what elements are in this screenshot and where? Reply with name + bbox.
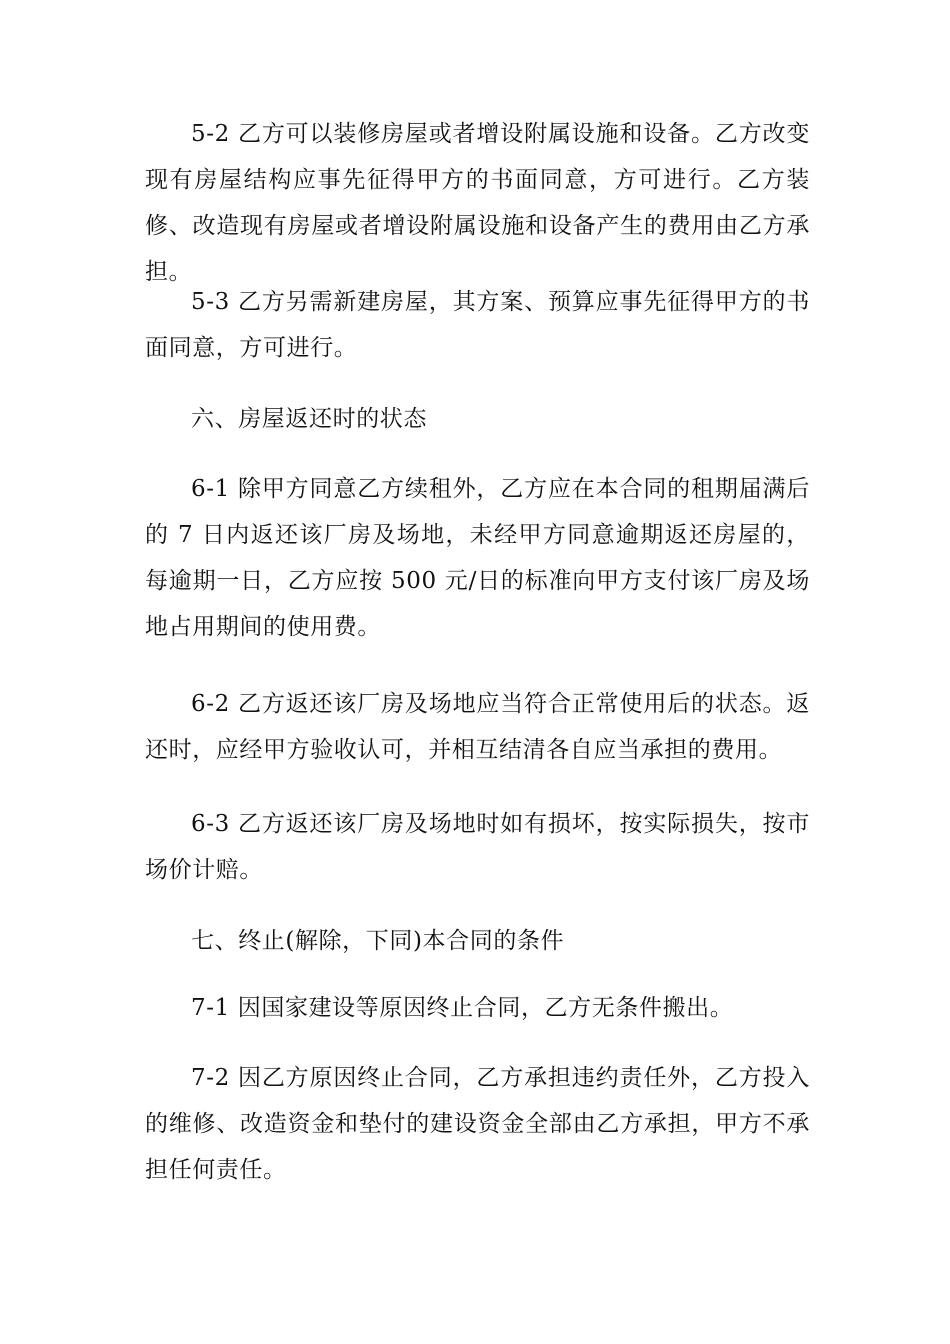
clause-7-1: 7-1 因国家建设等原因终止合同，乙方无条件搬出。 [191, 995, 734, 1021]
clause-6-2: 6-2 乙方返还该厂房及场地应当符合正常使用后的状态。返还时，应经甲方验收认可，并相互结清各自应当承担的费用。 [145, 691, 810, 763]
clause-6-1: 6-1 除甲方同意乙方续租外，乙方应在本合同的租期届满后的 7 日内返还该厂房及场地，未经甲方同意逾期返还房屋的，每逾期一日，乙方应按 500 元/日的标准向甲方支付该厂房及场地占用期间的使用费。 [145, 476, 810, 640]
clause-5-2: 5-2 乙方可以装修房屋或者增设附属设施和设备。乙方改变现有房屋结构应事先征得甲方的书面同意，方可进行。乙方装修、改造现有房屋或者增设附属设施和设备产生的费用由乙方承担。 [145, 121, 810, 285]
section-heading-6: 六、房屋返还时的状态 [191, 406, 427, 432]
clause-6-3: 6-3 乙方返还该厂房及场地时如有损坏，按实际损失，按市场价计赔。 [145, 811, 810, 883]
clause-5-3: 5-3 乙方另需新建房屋，其方案、预算应事先征得甲方的书面同意，方可进行。 [145, 289, 810, 361]
section-heading-7: 七、终止(解除，下同)本合同的条件 [191, 928, 565, 954]
clause-7-2: 7-2 因乙方原因终止合同，乙方承担违约责任外，乙方投入的维修、改造资金和垫付的建设资金全部由乙方承担，甲方不承担任何责任。 [145, 1065, 810, 1183]
